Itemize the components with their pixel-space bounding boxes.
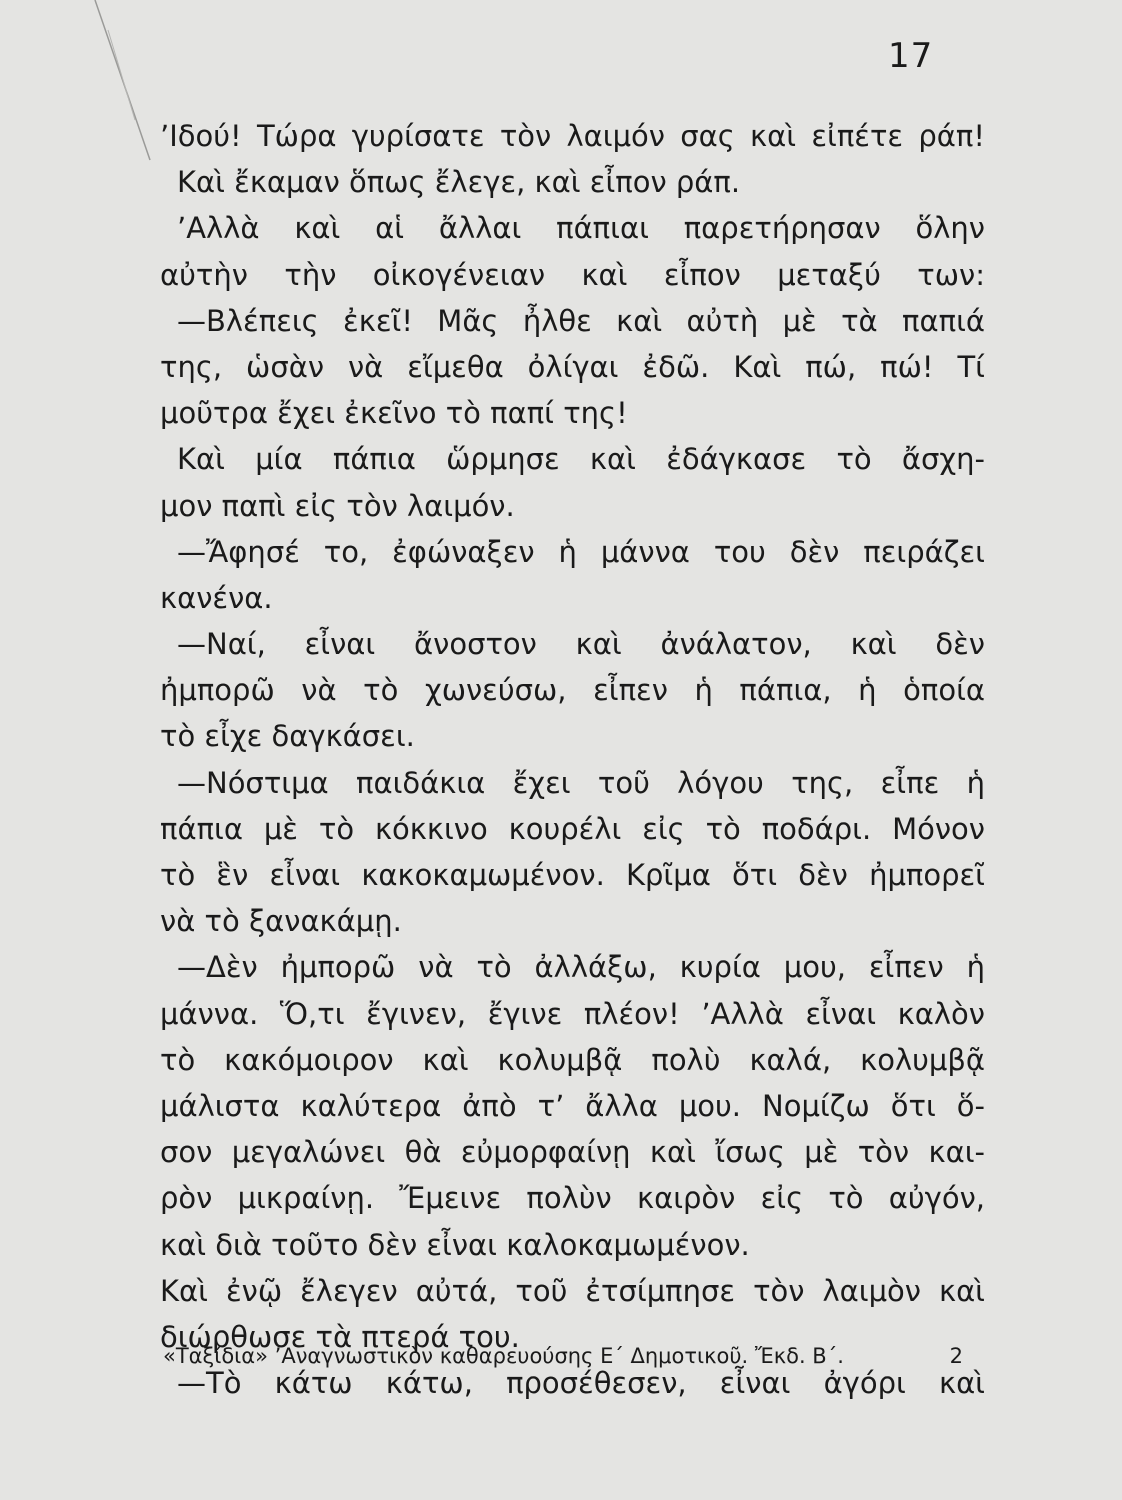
book-title-footer: «Ταξίδια» ’Αναγνωστικὸν καθαρευούσης Ε΄ Δημοτικοῦ. Ἔκδ. Β΄. (163, 1344, 844, 1368)
text-line: —Βλέπεις ἐκεῖ! Μᾶς ἦλθε καὶ αὐτὴ μὲ τὰ παπιά (177, 303, 985, 338)
text-line: τὸ ἓν εἶναι κακοκαμωμένον. Κρῖμα ὅτι δὲν ἠμπορεῖ (160, 858, 985, 892)
text-line: —Τὸ κάτω κάτω, προσέθεσεν, εἶναι ἀγόρι καὶ (177, 1366, 985, 1401)
text-line: μάλιστα καλύτερα ἀπὸ τ’ ἄλλα μου. Νομίζω ὅτι ὅ- (160, 1088, 985, 1123)
text-line: νὰ τὸ ξανακάμῃ. (160, 904, 402, 939)
text-line: αὐτὴν τὴν οἰκογένειαν καὶ εἶπον μεταξύ των: (160, 257, 985, 292)
text-line: ρὸν μικραίνῃ. Ἔμεινε πολὺν καιρὸν εἰς τὸ αὐγόν, (160, 1181, 985, 1216)
fold-line-faint (108, 30, 135, 120)
text-line: μάννα. Ὅ,τι ἔγινεν, ἔγινε πλέον! ’Αλλὰ εἶναι καλὸν (160, 996, 985, 1031)
page-number: 17 (888, 36, 934, 76)
page-footer (163, 1344, 963, 1368)
text-line: ’Αλλὰ καὶ αἱ ἄλλαι πάπιαι παρετήρησαν ὅλην (177, 211, 985, 246)
text-line: της, ὡσὰν νὰ εἴμεθα ὀλίγαι ἐδῶ. Καὶ πώ, πώ! Τί (160, 349, 985, 384)
text-line: τὸ εἶχε δαγκάσει. (160, 719, 415, 754)
text-line: Καὶ μία πάπια ὥρμησε καὶ ἐδάγκασε τὸ ἄσχη- (177, 442, 985, 477)
text-line: ’Ιδού! Τώρα γυρίσατε τὸν λαιμόν σας καὶ εἰπέτε ράπ! (160, 119, 985, 153)
text-line: Καὶ ἐνῷ ἔλεγεν αὐτά, τοῦ ἐτσίμπησε τὸν λαιμὸν καὶ (160, 1273, 985, 1308)
text-line: ἠμπορῶ νὰ τὸ χωνεύσω, εἶπεν ἡ πάπια, ἡ ὁποία (160, 673, 985, 708)
text-line: κανένα. (160, 580, 273, 615)
text-line: Καὶ ἔκαμαν ὅπως ἔλεγε, καὶ εἶπον ράπ. (177, 165, 741, 200)
signature-mark: 2 (949, 1344, 963, 1368)
text-line: καὶ διὰ τοῦτο δὲν εἶναι καλοκαμωμένον. (160, 1227, 750, 1262)
text-line: τὸ κακόμοιρον καὶ κολυμβᾷ πολὺ καλά, κολυμβᾷ (160, 1042, 985, 1077)
text-line: —Δὲν ἠμπορῶ νὰ τὸ ἀλλάξω, κυρία μου, εἶπεν ἡ (177, 950, 985, 985)
text-line: —Ἄφησέ το, ἐφώναξεν ἡ μάννα του δὲν πειράζει (177, 534, 985, 569)
text-line: —Νόστιμα παιδάκια ἔχει τοῦ λόγου της, εἶπε ἡ (177, 765, 985, 800)
text-line: διώρθωσε τὰ πτερά του. (160, 1319, 520, 1354)
text-line: μοῦτρα ἔχει ἐκεῖνο τὸ παπί της! (160, 396, 628, 431)
text-line: πάπια μὲ τὸ κόκκινο κουρέλι εἰς τὸ ποδάρι. Μόνον (160, 811, 985, 846)
fold-line (95, 0, 150, 160)
text-line: μον παπὶ εἰς τὸν λαιμόν. (160, 488, 515, 523)
text-line: σον μεγαλώνει θὰ εὐμορφαίνῃ καὶ ἴσως μὲ τὸν και- (160, 1135, 985, 1170)
body-text (160, 113, 985, 1406)
text-line: —Ναί, εἶναι ἄνοστον καὶ ἀνάλατον, καὶ δὲν (177, 627, 985, 662)
